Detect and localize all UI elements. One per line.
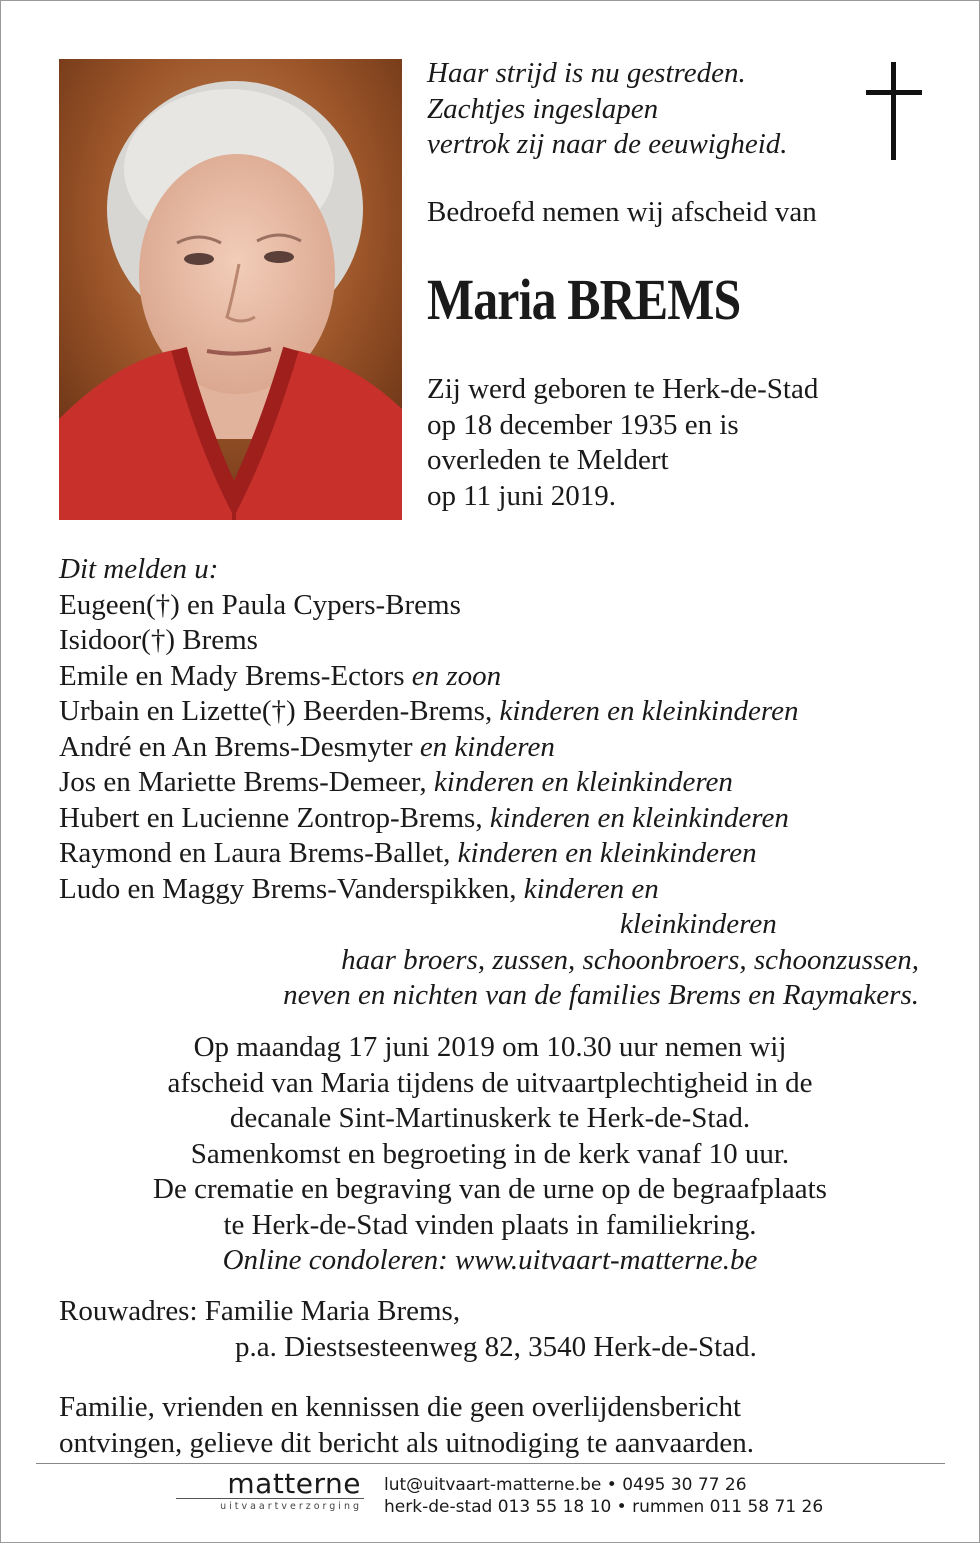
family-names: André en An Brems-Desmyter	[59, 730, 420, 763]
closing-note	[59, 1390, 754, 1461]
poem-line: vertrok zij naar de eeuwigheid.	[427, 128, 788, 160]
birth-death-details	[427, 372, 818, 514]
extended-family-line: haar broers, zussen, schoonbroers, schoonzussen,	[341, 943, 919, 976]
birth-line: op 18 december 1935 en is	[427, 408, 739, 441]
family-names: Jos en Mariette Brems-Demeer,	[59, 766, 434, 798]
closing-line: ontvingen, gelieve dit bericht als uitnodiging te aanvaarden.	[59, 1426, 754, 1459]
family-suffix: en zoon	[411, 659, 502, 692]
family-notice	[59, 552, 919, 1014]
family-line	[59, 694, 919, 730]
family-line	[59, 659, 919, 695]
logo-subtitle: uitvaartverzorging	[220, 1501, 362, 1512]
closing-line: Familie, vrienden en kennissen die geen overlijdensbericht	[59, 1391, 742, 1423]
family-line	[59, 872, 919, 908]
poem	[427, 56, 788, 163]
birth-line: Zij werd geboren te Herk-de-Stad	[427, 373, 819, 405]
family-suffix: kinderen en	[523, 872, 659, 905]
extended-family-line: neven en nichten van de families Brems en Raymakers.	[283, 979, 919, 1011]
family-line	[59, 623, 919, 659]
matterne-logo	[176, 1467, 364, 1525]
notice-heading: Dit melden u:	[59, 553, 219, 585]
address-line: Rouwadres: Familie Maria Brems,	[59, 1295, 461, 1327]
family-suffix: kinderen en kleinkinderen	[433, 766, 733, 798]
family-suffix: kinderen en kleinkinderen	[499, 695, 799, 727]
family-names: Urbain en Lizette(†) Beerden-Brems,	[59, 695, 500, 727]
contact-info	[384, 1474, 823, 1518]
service-line: afscheid van Maria tijdens de uitvaartplechtigheid in de	[167, 1066, 813, 1099]
family-names: Ludo en Maggy Brems-Vanderspikken,	[59, 872, 524, 905]
service-line: Op maandag 17 juni 2019 om 10.30 uur nemen wij	[193, 1031, 787, 1063]
portrait-photo	[59, 59, 402, 520]
family-names: Isidoor(†) Brems	[59, 624, 258, 656]
family-suffix: en kinderen	[419, 730, 555, 763]
poem-line: Zachtjes ingeslapen	[427, 92, 659, 125]
service-line: te Herk-de-Stad vinden plaats in familiekring.	[223, 1208, 757, 1241]
mourning-address	[59, 1294, 757, 1365]
birth-line: op 11 juni 2019.	[427, 479, 617, 512]
poem-line: Haar strijd is nu gestreden.	[427, 57, 746, 89]
contact-line-offices: herk-de-stad 013 55 18 10 • rummen 011 58 71 26	[384, 1497, 824, 1517]
logo-word: matterne	[227, 1467, 361, 1500]
contact-line-email-phone[interactable]: lut@uitvaart-matterne.be • 0495 30 77 26	[384, 1475, 747, 1495]
online-condolence-link[interactable]: Online condoleren: www.uitvaart-matterne.be	[222, 1244, 758, 1276]
birth-line: overleden te Meldert	[427, 444, 669, 476]
intro-text: Bedroefd nemen wij afscheid van	[427, 196, 817, 228]
service-line: decanale Sint-Martinuskerk te Herk-de-Stad.	[229, 1102, 751, 1134]
latin-cross-icon	[866, 62, 922, 160]
family-line	[59, 730, 919, 766]
service-line: Samenkomst en begroeting in de kerk vanaf 10 uur.	[190, 1137, 790, 1170]
family-line	[59, 836, 919, 872]
family-names: Emile en Mady Brems-Ectors	[59, 659, 412, 692]
family-names: Eugeen(†) en Paula Cypers-Brems	[59, 588, 461, 621]
service-info	[40, 1030, 940, 1279]
footer-divider	[36, 1463, 945, 1464]
service-line: De crematie en begraving van de urne op de begraafplaats	[153, 1173, 827, 1205]
family-line	[59, 765, 919, 801]
family-suffix: kinderen en kleinkinderen	[457, 837, 757, 869]
address-line: p.a. Diestsesteenweg 82, 3540 Herk-de-Stad.	[235, 1330, 757, 1363]
family-names: Hubert en Lucienne Zontrop-Brems,	[59, 801, 490, 834]
deceased-name: Maria BREMS	[427, 267, 741, 332]
family-continuation: kleinkinderen	[620, 908, 777, 940]
portrait-illustration	[59, 59, 402, 520]
family-line	[59, 801, 919, 837]
family-names: Raymond en Laura Brems-Ballet,	[59, 837, 458, 869]
family-suffix: kinderen en kleinkinderen	[489, 801, 789, 834]
family-line	[59, 588, 919, 624]
